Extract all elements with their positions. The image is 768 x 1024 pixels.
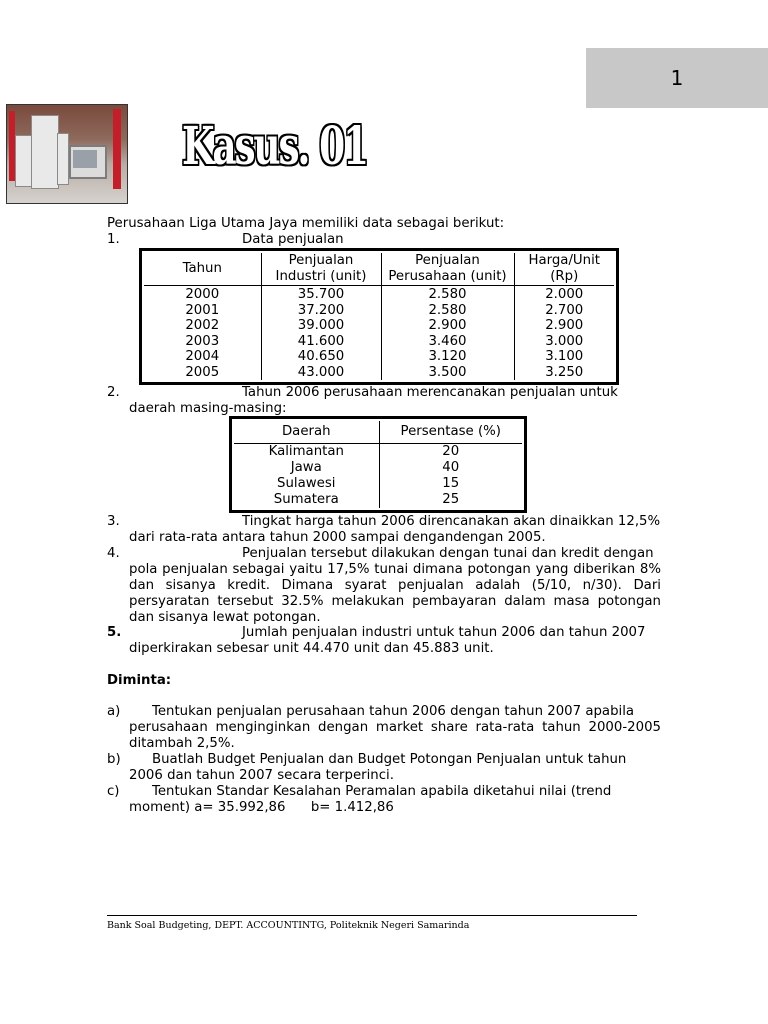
footer-text: Bank Soal Budgeting, DEPT. ACCOUNTINTG, Politeknik Negeri Samarinda <box>107 920 470 931</box>
cell: 3.460 <box>381 334 514 350</box>
page-number: 1 <box>670 66 684 90</box>
task-c-number: c) <box>107 784 120 799</box>
item4-text <box>129 546 661 626</box>
cell: 39.000 <box>261 318 381 334</box>
item1-number: 1. <box>107 232 120 247</box>
table-row <box>144 286 614 303</box>
cell: Kalimantan <box>234 444 379 461</box>
item3-number: 3. <box>107 514 120 529</box>
cell: 20 <box>379 444 522 461</box>
task-b-lead: Buatlah Budget Penjualan dan Budget Potongan Penjualan untuk tahun <box>152 752 627 767</box>
cell: Sumatera <box>234 492 379 508</box>
col-header-price: Harga/Unit (Rp) <box>514 253 614 286</box>
task-c-text <box>129 784 661 816</box>
cell: 3.100 <box>514 349 614 365</box>
header-photo <box>6 104 128 204</box>
task-c-rest: moment) a= 35.992,86 b= 1.412,86 <box>129 800 394 815</box>
cell: 3.000 <box>514 334 614 350</box>
cell: Sulawesi <box>234 476 379 492</box>
cell: 2.900 <box>514 318 614 334</box>
item2-number: 2. <box>107 385 120 400</box>
cell: 2.700 <box>514 303 614 319</box>
cell: 2001 <box>144 303 261 319</box>
table-row <box>234 460 522 476</box>
cell: 37.200 <box>261 303 381 319</box>
cell: 2000 <box>144 286 261 303</box>
table-row <box>144 318 614 334</box>
item4-number: 4. <box>107 546 120 561</box>
item2-rest: daerah masing-masing: <box>129 401 287 416</box>
cell: 25 <box>379 492 522 508</box>
table-row <box>234 444 522 461</box>
table-row <box>234 476 522 492</box>
table-row <box>144 334 614 350</box>
cell: 2.580 <box>381 303 514 319</box>
cell: 35.700 <box>261 286 381 303</box>
item1-label: Data penjualan <box>242 232 344 247</box>
item5-rest: diperkirakan sebesar unit 44.470 unit dan 45.883 unit. <box>129 641 494 656</box>
item2-lead: Tahun 2006 perusahaan merencanakan penjualan untuk <box>242 385 618 400</box>
task-b-rest: 2006 dan tahun 2007 secara terperinci. <box>129 768 394 783</box>
cell: 2005 <box>144 365 261 381</box>
table-row <box>144 349 614 365</box>
task-a-rest: perusahaan menginginkan dengan market share rata-rata tahun 2000-2005 ditambah 2,5%. <box>129 720 661 751</box>
case-title: Kasus. 01 <box>182 116 367 177</box>
item5-number: 5. <box>107 625 122 640</box>
footer-divider <box>107 915 637 916</box>
item2-text <box>129 385 661 417</box>
col-header-percentage: Persentase (%) <box>379 421 522 444</box>
region-table <box>229 416 527 513</box>
cell: 3.250 <box>514 365 614 381</box>
cell: Jawa <box>234 460 379 476</box>
item5-text <box>129 625 661 657</box>
table-row <box>144 303 614 319</box>
diminta-heading: Diminta: <box>107 673 172 688</box>
item4-lead: Penjualan tersebut dilakukan dengan tunai dan kredit dengan <box>242 546 654 561</box>
task-a-number: a) <box>107 704 121 719</box>
item3-rest: dari rata-rata antara tahun 2000 sampai dengandengan 2005. <box>129 530 546 545</box>
cell: 43.000 <box>261 365 381 381</box>
intro-text: Perusahaan Liga Utama Jaya memiliki data sebagai berikut: <box>107 216 505 231</box>
cell: 2002 <box>144 318 261 334</box>
cell: 2.000 <box>514 286 614 303</box>
task-c-lead: Tentukan Standar Kesalahan Peramalan apabila diketahui nilai (trend <box>152 784 612 799</box>
cell: 41.600 <box>261 334 381 350</box>
cell: 2003 <box>144 334 261 350</box>
cell: 3.500 <box>381 365 514 381</box>
col-header-industry-sales: Penjualan Industri (unit) <box>261 253 381 286</box>
table-row <box>234 492 522 508</box>
task-b-number: b) <box>107 752 121 767</box>
cell: 40.650 <box>261 349 381 365</box>
task-a-lead: Tentukan penjualan perusahaan tahun 2006 dengan tahun 2007 apabila <box>152 704 635 719</box>
col-header-region: Daerah <box>234 421 379 444</box>
col-header-company-sales: Penjualan Perusahaan (unit) <box>381 253 514 286</box>
task-b-text <box>129 752 661 784</box>
cell: 2004 <box>144 349 261 365</box>
item5-lead: Jumlah penjualan industri untuk tahun 2006 dan tahun 2007 <box>242 625 646 640</box>
item4-rest: pola penjualan sebagai yaitu 17,5% tunai dimana potongan yang diberikan 8% dan sisanya kredit. Dimana syarat penjualan adalah (5/10, n/30). Dari persyaratan tersebut 32.5% melakukan pembayaran dalam masa potongan dan sisanya lewat potongan. <box>129 562 661 625</box>
cell: 15 <box>379 476 522 492</box>
item3-lead: Tingkat harga tahun 2006 direncanakan akan dinaikkan 12,5% <box>242 514 661 529</box>
col-header-year: Tahun <box>144 253 261 286</box>
page-number-box <box>586 48 768 108</box>
cell: 40 <box>379 460 522 476</box>
item3-text <box>129 514 661 546</box>
table-row <box>144 365 614 381</box>
cell: 2.900 <box>381 318 514 334</box>
cell: 3.120 <box>381 349 514 365</box>
cell: 2.580 <box>381 286 514 303</box>
task-a-text <box>129 704 661 752</box>
sales-data-table <box>139 248 619 385</box>
